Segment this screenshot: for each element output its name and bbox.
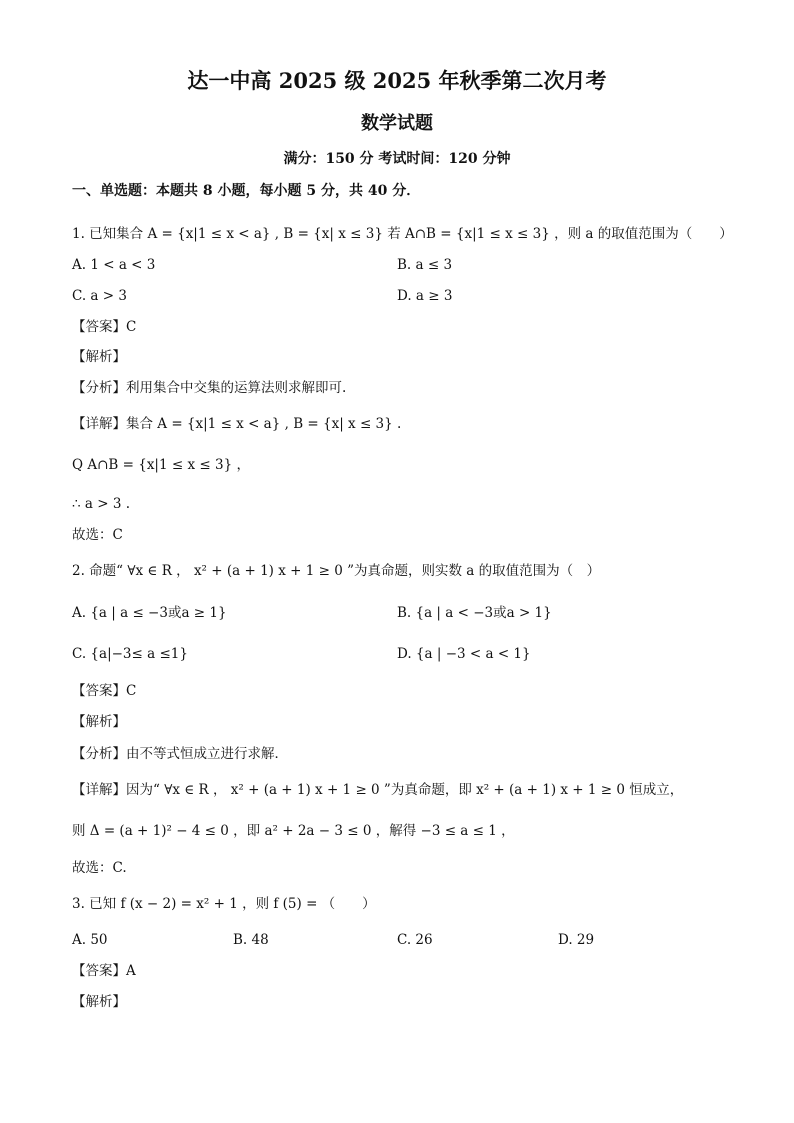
- q1-step2: ∴ a > 3 .: [72, 496, 130, 512]
- q1-stem: 1. 已知集合 A = {x|1 ≤ x < a} , B = {x| x ≤ 3} 若 A∩B = {x|1 ≤ x ≤ 3} ，则 a 的取值范围为（ ）: [72, 226, 733, 242]
- exam-title: 达一中高 2025 级 2025 年秋季第二次月考: [187, 68, 607, 93]
- q1-analysis-label: 【解析】: [72, 349, 126, 365]
- q2-stem: 2. 命题“ ∀x ∈ R ， x² + (a + 1) x + 1 ≥ 0 ”为真命题，则实数 a 的取值范围为（ ）: [72, 563, 601, 579]
- q3-stem: 3. 已知 f (x − 2) = x² + 1 ，则 f (5) = （ ）: [72, 896, 376, 912]
- q1-choice: 故选：C: [72, 527, 123, 543]
- exam-meta: 满分：150 分 考试时间：120 分钟: [283, 151, 511, 167]
- q2-choice: 故选：C.: [72, 860, 127, 876]
- q3-option-b: B. 48: [233, 932, 269, 948]
- q2-option-d: D. {a | −3 < a < 1}: [397, 646, 531, 662]
- q1-step1: Q A∩B = {x|1 ≤ x ≤ 3} ，: [72, 457, 250, 473]
- q2-step1: 则 Δ = (a + 1)² − 4 ≤ 0 ，即 a² + 2a − 3 ≤ 0 ，解得 −3 ≤ a ≤ 1 ，: [72, 823, 515, 839]
- q2-answer: 【答案】C: [72, 683, 137, 699]
- q3-option-a: A. 50: [72, 932, 108, 948]
- q2-fenxi: 【分析】由不等式恒成立进行求解．: [72, 746, 288, 762]
- q3-answer: 【答案】A: [72, 963, 136, 979]
- q2-analysis-label: 【解析】: [72, 714, 126, 730]
- q1-option-d: D. a ≥ 3: [397, 288, 453, 304]
- q1-option-a: A. 1 < a < 3: [72, 257, 156, 273]
- q1-answer: 【答案】C: [72, 319, 137, 335]
- q1-fenxi: 【分析】利用集合中交集的运算法则求解即可.: [72, 380, 347, 396]
- q2-option-c: C. {a|−3≤ a ≤1}: [72, 646, 188, 662]
- q1-option-b: B. a ≤ 3: [397, 257, 453, 273]
- section-heading: 一、单选题：本题共 8 小题，每小题 5 分，共 40 分．: [72, 183, 421, 199]
- q3-analysis-label: 【解析】: [72, 994, 126, 1010]
- exam-subtitle: 数学试题: [361, 113, 433, 134]
- q1-xiangjie: 【详解】集合 A = {x|1 ≤ x < a} , B = {x| x ≤ 3} .: [72, 416, 402, 432]
- q2-option-a: A. {a | a ≤ −3或a ≥ 1}: [72, 605, 227, 621]
- q2-option-b: B. {a | a < −3或a > 1}: [397, 605, 552, 621]
- q2-xiangjie: 【详解】因为“ ∀x ∈ R ， x² + (a + 1) x + 1 ≥ 0 ”为真命题，即 x² + (a + 1) x + 1 ≥ 0 恒成立，: [72, 782, 684, 798]
- q1-option-c: C. a > 3: [72, 288, 127, 304]
- q3-option-d: D. 29: [558, 932, 595, 948]
- q3-option-c: C. 26: [397, 932, 433, 948]
